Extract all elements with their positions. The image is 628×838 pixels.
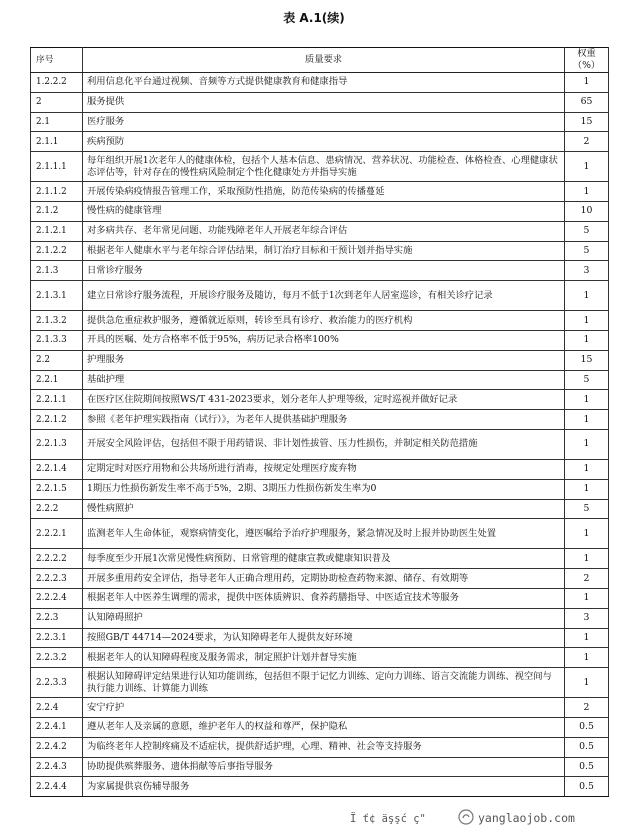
row-weight: 15 — [565, 350, 609, 370]
table-row — [31, 132, 609, 152]
site-logo-icon — [458, 809, 474, 825]
row-requirement: 为家属提供哀伤辅导服务 — [83, 777, 565, 797]
row-id: 2.2.3.1 — [31, 628, 83, 648]
row-requirement: 开具的医嘱、处方合格率不低于95%，病历记录合格率100% — [83, 330, 565, 350]
row-requirement: 根据老年人中医养生调理的需求，提供中医体质辨识、食养药膳指导、中医适宜技术等服务 — [83, 588, 565, 608]
row-id: 2.2.1.1 — [31, 390, 83, 410]
table-row — [31, 737, 609, 757]
row-requirement: 认知障碍照护 — [83, 608, 565, 628]
table-row — [31, 350, 609, 370]
table-row — [31, 73, 609, 93]
table-row — [31, 281, 609, 311]
row-weight: 1 — [565, 429, 609, 459]
row-id: 2.2.2.4 — [31, 588, 83, 608]
table-row — [31, 429, 609, 459]
table-row — [31, 221, 609, 241]
row-requirement: 监测老年人生命体征，观察病情变化，遵医嘱给予治疗护理服务，紧急情况及时上报并协助医生处置 — [83, 519, 565, 549]
row-id: 2.1.1.2 — [31, 182, 83, 202]
table-row — [31, 390, 609, 410]
row-weight: 5 — [565, 370, 609, 390]
row-id: 2.2.4.2 — [31, 737, 83, 757]
row-id: 2.1 — [31, 112, 83, 132]
row-requirement: 遵从老年人及亲属的意愿，维护老年人的权益和尊严，保护隐私 — [83, 717, 565, 737]
row-weight: 1 — [565, 73, 609, 93]
row-requirement: 安宁疗护 — [83, 698, 565, 718]
table-row — [31, 92, 609, 112]
table-row — [31, 668, 609, 698]
row-weight: 1 — [565, 648, 609, 668]
table-row — [31, 410, 609, 430]
row-id: 2.1.1.1 — [31, 152, 83, 182]
quality-requirements-table — [30, 47, 609, 797]
row-weight: 1 — [565, 182, 609, 202]
row-id: 2.1.3.1 — [31, 281, 83, 311]
row-weight: 0.5 — [565, 717, 609, 737]
row-id: 2.2.3.3 — [31, 668, 83, 698]
header-requirement: 质量要求 — [83, 48, 565, 73]
row-requirement: 疾病预防 — [83, 132, 565, 152]
row-id: 2.2.2.2 — [31, 549, 83, 569]
row-requirement: 根据老年人的认知障碍程度及服务需求，制定照护计划并督导实施 — [83, 648, 565, 668]
row-weight: 1 — [565, 330, 609, 350]
row-weight: 1 — [565, 588, 609, 608]
row-id: 2.2.3 — [31, 608, 83, 628]
row-requirement: 基础护理 — [83, 370, 565, 390]
row-id: 2 — [31, 92, 83, 112]
row-requirement: 根据老年人健康水平与老年综合评估结果，制订治疗目标和干预计划并指导实施 — [83, 241, 565, 261]
row-requirement: 对多病共存、老年常见问题、功能残障老年人开展老年综合评估 — [83, 221, 565, 241]
row-requirement: 利用信息化平台通过视频、音频等方式提供健康教育和健康指导 — [83, 73, 565, 93]
row-id: 2.2 — [31, 350, 83, 370]
row-weight: 1 — [565, 628, 609, 648]
row-weight: 3 — [565, 261, 609, 281]
row-id: 2.2.1.5 — [31, 479, 83, 499]
row-weight: 5 — [565, 241, 609, 261]
row-requirement: 按照GB/T 44714—2024要求，为认知障碍老年人提供友好环境 — [83, 628, 565, 648]
row-weight: 0.5 — [565, 737, 609, 757]
row-id: 2.2.4.1 — [31, 717, 83, 737]
row-id: 2.1.2.1 — [31, 221, 83, 241]
table-row — [31, 311, 609, 331]
row-weight: 1 — [565, 390, 609, 410]
table-row — [31, 330, 609, 350]
table-row — [31, 182, 609, 202]
row-weight: 1 — [565, 410, 609, 430]
table-row — [31, 261, 609, 281]
row-requirement: 慢性病照护 — [83, 499, 565, 519]
row-id: 2.1.2 — [31, 201, 83, 221]
row-weight: 5 — [565, 499, 609, 519]
table-row — [31, 757, 609, 777]
row-id: 1.2.2.2 — [31, 73, 83, 93]
table-row — [31, 569, 609, 589]
table-row — [31, 112, 609, 132]
table-row — [31, 628, 609, 648]
row-id: 2.2.2 — [31, 499, 83, 519]
row-requirement: 开展传染病疫情报告管理工作，采取预防性措施，防范传染病的传播蔓延 — [83, 182, 565, 202]
row-weight: 0.5 — [565, 757, 609, 777]
row-requirement: 开展多重用药安全评估，指导老年人正确合理用药，定期协助检查药物来源、储存、有效期等 — [83, 569, 565, 589]
row-id: 2.2.3.2 — [31, 648, 83, 668]
row-requirement: 根据认知障碍评定结果进行认知功能训练，包括但不限于记忆力训练、定向力训练、语言交流能力训练、视空间与执行能力训练、计算能力训练 — [83, 668, 565, 698]
row-weight: 2 — [565, 132, 609, 152]
row-requirement: 医疗服务 — [83, 112, 565, 132]
row-id: 2.1.1 — [31, 132, 83, 152]
row-requirement: 建立日常诊疗服务流程，开展诊疗服务及随访，每月不低于1次到老年人居室巡诊，有相关诊疗记录 — [83, 281, 565, 311]
row-requirement: 在医疗区住院期间按照WS/T 431-2023要求，划分老年人护理等级，定时巡视并做好记录 — [83, 390, 565, 410]
row-id: 2.2.1 — [31, 370, 83, 390]
table-row — [31, 519, 609, 549]
table-row — [31, 152, 609, 182]
row-requirement: 提供急危重症救护服务，遵循就近原则，转诊至具有诊疗、救治能力的医疗机构 — [83, 311, 565, 331]
row-requirement: 开展安全风险评估，包括但不限于用药错误、非计划性拔管、压力性损伤，并制定相关防范措施 — [83, 429, 565, 459]
table-row — [31, 499, 609, 519]
row-requirement: 慢性病的健康管理 — [83, 201, 565, 221]
row-id: 2.2.4.3 — [31, 757, 83, 777]
table-header-row — [31, 48, 609, 73]
row-weight: 1 — [565, 668, 609, 698]
row-id: 2.2.1.4 — [31, 459, 83, 479]
row-weight: 65 — [565, 92, 609, 112]
row-requirement: 服务提供 — [83, 92, 565, 112]
table-row — [31, 648, 609, 668]
row-weight: 10 — [565, 201, 609, 221]
row-weight: 5 — [565, 221, 609, 241]
row-requirement: 每季度至少开展1次常见慢性病预防、日常管理的健康宣教或健康知识普及 — [83, 549, 565, 569]
row-id: 2.2.1.3 — [31, 429, 83, 459]
row-weight: 1 — [565, 549, 609, 569]
table-row — [31, 777, 609, 797]
row-weight: 1 — [565, 311, 609, 331]
row-id: 2.2.4.4 — [31, 777, 83, 797]
row-id: 2.1.3.3 — [31, 330, 83, 350]
row-weight: 1 — [565, 479, 609, 499]
row-id: 2.1.3.2 — [31, 311, 83, 331]
row-weight: 1 — [565, 459, 609, 479]
row-weight: 15 — [565, 112, 609, 132]
row-weight: 0.5 — [565, 777, 609, 797]
header-weight: 权重（%） — [565, 48, 609, 73]
footer-garbled-text: Ï ť¢ äşşć ç" — [350, 813, 426, 825]
table-row — [31, 479, 609, 499]
table-row — [31, 608, 609, 628]
page-title: 表 A.1(续) — [283, 11, 345, 25]
table-row — [31, 241, 609, 261]
row-id: 2.2.1.2 — [31, 410, 83, 430]
row-id: 2.2.2.3 — [31, 569, 83, 589]
table-row — [31, 459, 609, 479]
table-row — [31, 588, 609, 608]
table-row — [31, 717, 609, 737]
row-id: 2.2.4 — [31, 698, 83, 718]
row-weight: 1 — [565, 152, 609, 182]
row-weight: 2 — [565, 698, 609, 718]
row-requirement: 协助提供殡葬服务、遗体捐献等后事指导服务 — [83, 757, 565, 777]
row-requirement: 为临终老年人控制疼痛及不适症状，提供舒适护理，心理、精神、社会等支持服务 — [83, 737, 565, 757]
row-id: 2.1.3 — [31, 261, 83, 281]
table-row — [31, 370, 609, 390]
row-requirement: 参照《老年护理实践指南（试行）》，为老年人提供基础护理服务 — [83, 410, 565, 430]
table-row — [31, 698, 609, 718]
row-weight: 2 — [565, 569, 609, 589]
row-weight: 3 — [565, 608, 609, 628]
row-id: 2.1.2.2 — [31, 241, 83, 261]
table-row — [31, 549, 609, 569]
row-requirement: 日常诊疗服务 — [83, 261, 565, 281]
row-weight: 1 — [565, 519, 609, 549]
footer-site-link[interactable]: yanglaojob.com — [478, 811, 575, 825]
row-weight: 1 — [565, 281, 609, 311]
table-row — [31, 201, 609, 221]
row-requirement: 定期定时对医疗用物和公共场所进行消毒，按规定处理医疗废弃物 — [83, 459, 565, 479]
row-requirement: 护理服务 — [83, 350, 565, 370]
row-requirement: 每年组织开展1次老年人的健康体检，包括个人基本信息、患病情况、营养状况、功能检查、体格检查、心理健康状态评估等，针对存在的慢性病风险制定个性化健康处方并指导实施 — [83, 152, 565, 182]
row-requirement: 1期压力性损伤新发生率不高于5%，2期、3期压力性损伤新发生率为0 — [83, 479, 565, 499]
header-id: 序号 — [31, 48, 83, 73]
row-id: 2.2.2.1 — [31, 519, 83, 549]
